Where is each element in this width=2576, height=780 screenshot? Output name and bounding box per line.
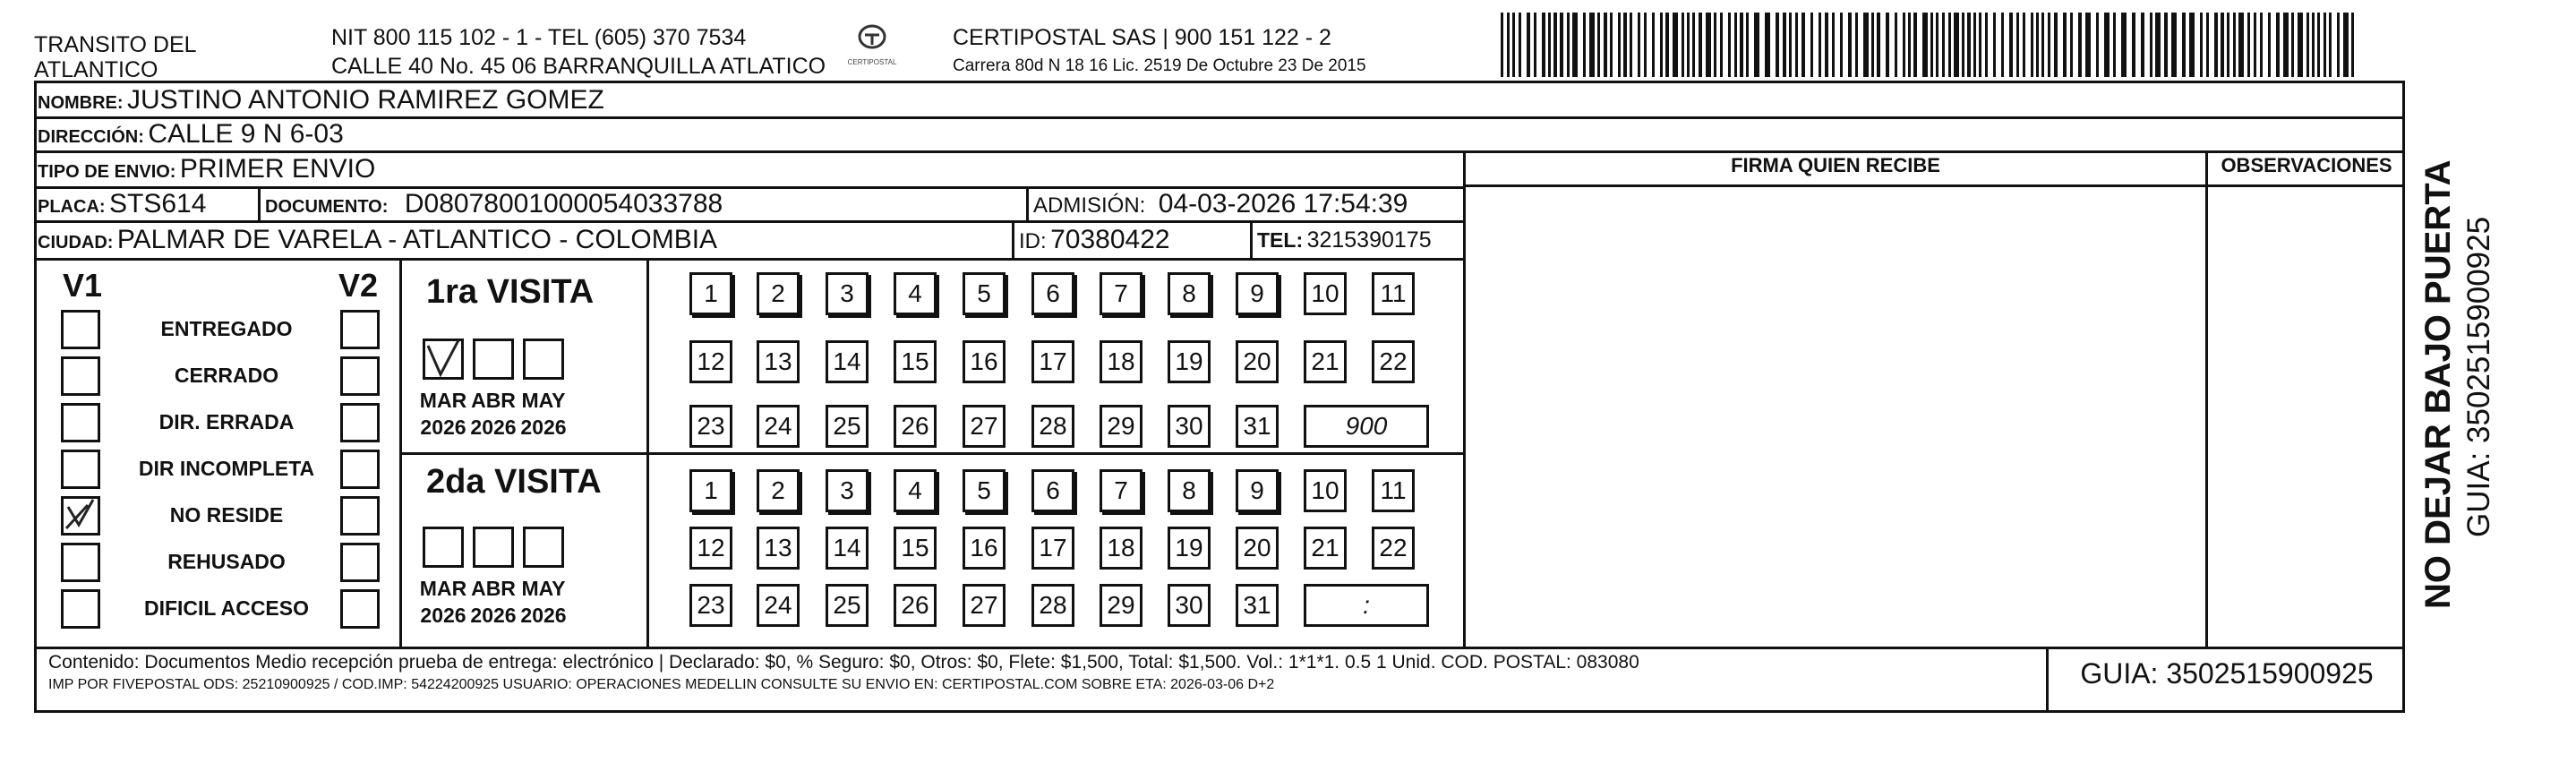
day-box[interactable]: 30 — [1168, 405, 1211, 448]
day-box[interactable]: 25 — [826, 405, 869, 448]
day-box[interactable]: 16 — [963, 527, 1006, 570]
nombre-label: NOMBRE: — [38, 93, 124, 113]
barcode-bar — [2317, 13, 2320, 77]
month-checkbox[interactable] — [423, 527, 464, 568]
barcode-bar — [1534, 13, 1536, 77]
day-box[interactable]: 12 — [689, 527, 732, 570]
day-box[interactable]: 19 — [1168, 340, 1211, 383]
day-box[interactable]: 2 — [757, 469, 800, 512]
status-option-label: DIR INCOMPLETA — [138, 457, 315, 480]
v2-checkbox[interactable] — [340, 496, 380, 536]
day-box[interactable]: 15 — [894, 527, 937, 570]
barcode-bar — [1682, 13, 1684, 77]
day-box[interactable]: 8 — [1168, 469, 1211, 512]
barcode-bar — [1765, 13, 1770, 77]
admision-value: 04-03-2026 17:54:39 — [1158, 189, 1408, 219]
barcode-bar — [2254, 13, 2256, 77]
tipo-envio-label: TIPO DE ENVIO: — [38, 162, 176, 182]
barcode-bar — [2283, 13, 2289, 77]
barcode-bar — [1895, 13, 1897, 77]
month-label: MAY — [521, 389, 566, 412]
barcode-bar — [1962, 13, 1964, 77]
ciudad-field — [38, 224, 717, 256]
company-name — [34, 32, 197, 82]
barcode-bar — [2182, 13, 2186, 77]
v1-checkbox[interactable] — [61, 450, 100, 489]
day-box[interactable]: 20 — [1236, 527, 1279, 570]
barcode-bar — [2054, 13, 2058, 77]
barcode-bar — [1714, 13, 1716, 77]
v2-checkbox[interactable] — [340, 310, 380, 349]
placa-value: STS614 — [109, 189, 207, 219]
tel-label: TEL: — [1257, 228, 1304, 252]
barcode-bar — [1507, 13, 1510, 77]
day-box[interactable]: 4 — [894, 469, 937, 512]
barcode-bar — [2023, 13, 2025, 77]
day-box[interactable]: 10 — [1304, 469, 1347, 512]
barcode-bar — [2351, 13, 2354, 77]
year-label: 2026 — [420, 416, 466, 439]
year-label: 2026 — [420, 604, 466, 627]
day-box[interactable]: 15 — [894, 340, 937, 383]
v2-checkbox[interactable] — [340, 450, 380, 489]
month-checkbox[interactable] — [423, 339, 464, 380]
barcode-bar — [1728, 13, 1731, 77]
day-box[interactable]: 26 — [894, 405, 937, 448]
barcode-bar — [2276, 13, 2280, 77]
day-box[interactable]: 31 — [1236, 405, 1279, 448]
month-checkbox[interactable] — [473, 339, 514, 380]
logo-text: CERTIPOSTAL — [847, 58, 897, 66]
admision-field — [1033, 188, 1408, 220]
status-option-label: REHUSADO — [167, 550, 286, 573]
barcode-bar — [2063, 13, 2067, 77]
year-label: 2026 — [520, 604, 567, 627]
carrier-address: Carrera 80d N 18 16 Lic. 2519 De Octubre 23 De 2015 — [953, 56, 1366, 75]
checkmark-icon — [423, 339, 464, 380]
barcode-bar — [1948, 13, 1951, 77]
side-guia: GUIA: 3502515900925 — [2461, 216, 2496, 537]
year-label: 2026 — [470, 416, 517, 439]
barcode-bar — [2036, 13, 2039, 77]
day-box[interactable]: 13 — [757, 340, 800, 383]
v1-checkbox[interactable] — [61, 496, 100, 536]
barcode-bar — [1979, 13, 1981, 77]
year-label: 2026 — [470, 604, 517, 627]
nombre-value: JUSTINO ANTONIO RAMIREZ GOMEZ — [127, 85, 604, 115]
v2-checkbox[interactable] — [340, 543, 380, 582]
documento-label: DOCUMENTO: — [265, 197, 389, 217]
observations-area[interactable] — [2210, 190, 2401, 643]
barcode-bar — [2291, 13, 2294, 77]
month-column-label — [416, 575, 470, 629]
barcode-bar — [2132, 13, 2135, 77]
day-box[interactable]: 7 — [1100, 272, 1143, 315]
barcode-bar — [1746, 13, 1749, 77]
month-label: MAR — [419, 577, 467, 600]
placa-label: PLACA: — [38, 197, 106, 217]
barcode-bar — [2247, 13, 2250, 77]
barcode-bar — [1754, 13, 1759, 77]
barcode-bar — [1801, 13, 1805, 77]
barcode-bar — [1985, 13, 1988, 77]
day-box[interactable]: 17 — [1031, 340, 1074, 383]
status-option-label: DIR. ERRADA — [158, 410, 295, 433]
certipostal-logo — [837, 23, 907, 66]
barcode-bar — [1567, 13, 1570, 77]
day-box[interactable]: 25 — [826, 584, 869, 627]
barcode — [1501, 13, 2360, 77]
day-box[interactable]: 11 — [1372, 272, 1415, 315]
company-contact — [331, 25, 826, 79]
barcode-bar — [2233, 13, 2236, 77]
barcode-bar — [2113, 13, 2116, 77]
barcode-bar — [1572, 13, 1578, 77]
barcode-bar — [2221, 13, 2224, 77]
day-box[interactable]: 28 — [1031, 584, 1074, 627]
barcode-bar — [2104, 13, 2110, 77]
barcode-bar — [1954, 13, 1959, 77]
barcode-bar — [1553, 13, 1557, 77]
barcode-bar — [2016, 13, 2019, 77]
barcode-bar — [2298, 13, 2303, 77]
day-box[interactable]: 27 — [963, 405, 1006, 448]
day-box[interactable]: 23 — [689, 584, 732, 627]
month-column-label — [416, 387, 470, 441]
guia-footer: GUIA: 3502515900925 — [2080, 657, 2374, 690]
v2-checkbox[interactable] — [340, 403, 380, 442]
day-box[interactable]: 29 — [1100, 405, 1143, 448]
barcode-bar — [1660, 13, 1663, 77]
barcode-bar — [2141, 13, 2144, 77]
barcode-bar — [2164, 13, 2168, 77]
barcode-bar — [1973, 13, 1976, 77]
barcode-bar — [1855, 13, 1858, 77]
month-column-label — [466, 575, 520, 629]
barcode-bar — [1706, 13, 1711, 77]
barcode-bar — [2260, 13, 2263, 77]
direccion-row — [38, 118, 344, 150]
day-box[interactable]: 30 — [1168, 584, 1211, 627]
barcode-bar — [1810, 13, 1813, 77]
barcode-bar — [1789, 13, 1792, 77]
barcode-bar — [2343, 13, 2349, 77]
barcode-bar — [1967, 13, 1971, 77]
barcode-bar — [2041, 13, 2044, 77]
logo-icon — [854, 23, 890, 54]
barcode-bar — [2324, 13, 2326, 77]
v1-label: V1 — [63, 267, 103, 304]
barcode-bar — [1795, 13, 1798, 77]
month-column-label — [517, 387, 570, 441]
barcode-bar — [1776, 13, 1779, 77]
barcode-bar — [2206, 13, 2209, 77]
barcode-bar — [1687, 13, 1690, 77]
year-label: 2026 — [520, 416, 567, 439]
ciudad-label: CIUDAD: — [38, 233, 114, 253]
day-box[interactable]: 31 — [1236, 584, 1279, 627]
day-box[interactable]: 26 — [894, 584, 937, 627]
day-box[interactable]: 7 — [1100, 469, 1143, 512]
documento-field — [265, 188, 723, 220]
barcode-bar — [1863, 13, 1869, 77]
barcode-bar — [1542, 13, 1545, 77]
direccion-value: CALLE 9 N 6-03 — [148, 119, 344, 149]
barcode-bar — [1638, 13, 1640, 77]
day-box[interactable]: 12 — [689, 340, 732, 383]
day-box[interactable]: 18 — [1100, 340, 1143, 383]
month-column-label — [517, 575, 570, 629]
month-label: ABR — [471, 577, 516, 600]
day-box[interactable]: 28 — [1031, 405, 1074, 448]
barcode-bar — [1825, 13, 1828, 77]
visit2-title: 2da VISITA — [426, 463, 602, 501]
day-box[interactable]: 3 — [826, 469, 869, 512]
barcode-bar — [2306, 13, 2309, 77]
day-box[interactable]: 14 — [826, 340, 869, 383]
barcode-bar — [1740, 13, 1743, 77]
barcode-bar — [2121, 13, 2127, 77]
documento-value: D08078001000054033788 — [404, 189, 723, 219]
v2-label: V2 — [338, 267, 379, 304]
barcode-bar — [1699, 13, 1702, 77]
barcode-bar — [2238, 13, 2244, 77]
day-box[interactable]: 13 — [757, 527, 800, 570]
barcode-bar — [1993, 13, 1996, 77]
day-box[interactable]: 1 — [689, 469, 732, 512]
v1-checkbox[interactable] — [61, 403, 100, 442]
v1-checkbox[interactable] — [61, 310, 100, 349]
barcode-bar — [1783, 13, 1786, 77]
month-label: ABR — [471, 389, 516, 412]
barcode-bar — [2070, 13, 2073, 77]
barcode-bar — [2337, 13, 2340, 77]
address-line: CALLE 40 No. 45 06 BARRANQUILLA ATLATICO — [331, 54, 826, 79]
barcode-bar — [1908, 13, 1911, 77]
barcode-bar — [1692, 13, 1695, 77]
status-option-label: DIFICIL ACCESO — [143, 596, 309, 620]
barcode-bar — [1848, 13, 1852, 77]
month-label: MAR — [419, 389, 467, 412]
status-option-label: NO RESIDE — [169, 503, 284, 527]
signature-area[interactable] — [1468, 190, 2203, 643]
day-box[interactable]: 23 — [689, 405, 732, 448]
barcode-bar — [1560, 13, 1563, 77]
barcode-bar — [2155, 13, 2161, 77]
barcode-bar — [2009, 13, 2013, 77]
day-box[interactable]: 4 — [894, 272, 937, 315]
day-box[interactable]: 24 — [757, 584, 800, 627]
day-box[interactable]: 9 — [1236, 469, 1279, 512]
barcode-bar — [1630, 13, 1632, 77]
tel-field — [1257, 224, 1432, 256]
barcode-bar — [1589, 13, 1595, 77]
barcode-bar — [1734, 13, 1737, 77]
id-label: ID: — [1019, 229, 1047, 253]
nombre-row — [38, 84, 604, 116]
day-box[interactable]: 1 — [689, 272, 732, 315]
month-checkbox[interactable] — [523, 527, 564, 568]
day-box[interactable]: 2 — [757, 272, 800, 315]
barcode-bar — [2001, 13, 2004, 77]
barcode-bar — [2048, 13, 2050, 77]
barcode-bar — [2085, 13, 2091, 77]
company-line2: ATLANTICO — [34, 57, 158, 82]
day-box[interactable]: 20 — [1236, 340, 1279, 383]
barcode-bar — [2268, 13, 2271, 77]
day-box[interactable]: 11 — [1372, 469, 1415, 512]
status-option-label: CERRADO — [174, 364, 279, 387]
admision-label: ADMISIÓN: — [1033, 193, 1146, 218]
barcode-bar — [1840, 13, 1843, 77]
day-box[interactable]: 8 — [1168, 272, 1211, 315]
barcode-bar — [1644, 13, 1647, 77]
v1-checkbox[interactable] — [61, 589, 100, 629]
barcode-bar — [1519, 13, 1521, 77]
observaciones-header: OBSERVACIONES — [2221, 154, 2392, 176]
tel-value: 3215390175 — [1306, 227, 1432, 253]
barcode-bar — [2329, 13, 2332, 77]
day-box[interactable]: 16 — [963, 340, 1006, 383]
day-box[interactable]: 24 — [757, 405, 800, 448]
barcode-bar — [1942, 13, 1945, 77]
placa-field — [38, 188, 206, 220]
barcode-bar — [1512, 13, 1515, 77]
status-option-label: ENTREGADO — [160, 317, 293, 340]
barcode-bar — [1913, 13, 1917, 77]
barcode-bar — [1673, 13, 1678, 77]
barcode-bar — [2189, 13, 2195, 77]
barcode-bar — [1819, 13, 1821, 77]
barcode-bar — [1832, 13, 1835, 77]
barcode-bar — [1877, 13, 1880, 77]
day-box[interactable]: 9 — [1236, 272, 1279, 315]
barcode-bar — [1610, 13, 1613, 77]
barcode-bar — [1548, 13, 1551, 77]
imp-text: IMP POR FIVEPOSTAL ODS: 25210900925 / COD.IMP: 54224200925 USUARIO: OPERACIONES MEDELLIN CONSULTE SU ENVIO EN: CERTIPOSTAL.COM SOBRE ETA: 2026-03-06 D+2 — [48, 677, 1275, 692]
barcode-bar — [1583, 13, 1586, 77]
day-box[interactable]: 27 — [963, 584, 1006, 627]
barcode-bar — [1903, 13, 1905, 77]
barcode-bar — [1652, 13, 1655, 77]
month-column-label — [466, 387, 520, 441]
contenido-text: Contenido: Documentos Medio recepción prueba de entrega: electrónico | Declarado: $0, % Seguro: $0, Otros: $0, Flete: $1,500, Total: $1,500. Vol.: 1*1*1. 0.5 1 Unid. COD. POSTAL: 083080 — [48, 652, 1639, 673]
day-box[interactable]: 3 — [826, 272, 869, 315]
v1-checkbox[interactable] — [61, 543, 100, 582]
day-box[interactable]: 22 — [1372, 340, 1415, 383]
barcode-bar — [1871, 13, 1874, 77]
barcode-bar — [1665, 13, 1669, 77]
barcode-bar — [1604, 13, 1607, 77]
direccion-label: DIRECCIÓN: — [38, 127, 144, 147]
day-box[interactable]: 6 — [1031, 469, 1074, 512]
day-box[interactable]: 19 — [1168, 527, 1211, 570]
checkmark-icon — [61, 496, 100, 536]
barcode-bar — [1930, 13, 1933, 77]
v1-checkbox[interactable] — [61, 356, 100, 396]
nit-line: NIT 800 115 102 - 1 - TEL (605) 370 7534 — [331, 25, 747, 50]
ciudad-value: PALMAR DE VARELA - ATLANTICO - COLOMBIA — [116, 225, 718, 254]
day-box[interactable]: 18 — [1100, 527, 1143, 570]
firma-header: FIRMA QUIEN RECIBE — [1731, 154, 1940, 176]
barcode-bar — [1936, 13, 1938, 77]
v2-checkbox[interactable] — [340, 589, 380, 629]
barcode-bar — [2214, 13, 2218, 77]
day-box[interactable]: 10 — [1304, 272, 1347, 315]
barcode-bar — [2031, 13, 2033, 77]
day-box[interactable]: 5 — [963, 469, 1006, 512]
day-box[interactable]: 21 — [1304, 340, 1347, 383]
v2-checkbox[interactable] — [340, 356, 380, 396]
day-box[interactable]: 6 — [1031, 272, 1074, 315]
barcode-bar — [2096, 13, 2099, 77]
barcode-bar — [1720, 13, 1723, 77]
company-line1: TRANSITO DEL — [34, 32, 197, 57]
carrier-info — [953, 25, 1366, 77]
visit1-title: 1ra VISITA — [426, 273, 595, 311]
barcode-bar — [2171, 13, 2177, 77]
id-field — [1019, 224, 1170, 256]
id-value: 70380422 — [1050, 225, 1170, 254]
barcode-bar — [2227, 13, 2229, 77]
barcode-bar — [1886, 13, 1889, 77]
barcode-bar — [2200, 13, 2203, 77]
barcode-bar — [1618, 13, 1621, 77]
day-box[interactable]: 14 — [826, 527, 869, 570]
day-box[interactable]: 17 — [1031, 527, 1074, 570]
day-box[interactable]: 29 — [1100, 584, 1143, 627]
barcode-bar — [1623, 13, 1627, 77]
barcode-bar — [1922, 13, 1928, 77]
day-box[interactable]: 5 — [963, 272, 1006, 315]
side-warning: NO DEJAR BAJO PUERTA — [2418, 159, 2458, 609]
barcode-bar — [2150, 13, 2152, 77]
month-checkbox[interactable] — [473, 527, 514, 568]
visit2-time-box[interactable]: : — [1304, 584, 1429, 627]
barcode-bar — [1501, 13, 1503, 77]
month-checkbox[interactable] — [523, 339, 564, 380]
barcode-bar — [2078, 13, 2082, 77]
carrier-line: CERTIPOSTAL SAS | 900 151 122 - 2 — [953, 25, 1331, 50]
tipo-envio-value: PRIMER ENVIO — [179, 154, 376, 184]
month-label: MAY — [521, 577, 566, 600]
barcode-bar — [2312, 13, 2315, 77]
tipo-envio-row — [38, 153, 375, 185]
visit1-time-box[interactable]: 900 — [1304, 405, 1429, 448]
day-box[interactable]: 22 — [1372, 527, 1415, 570]
day-box[interactable]: 21 — [1304, 527, 1347, 570]
barcode-bar — [1527, 13, 1530, 77]
barcode-bar — [1597, 13, 1600, 77]
